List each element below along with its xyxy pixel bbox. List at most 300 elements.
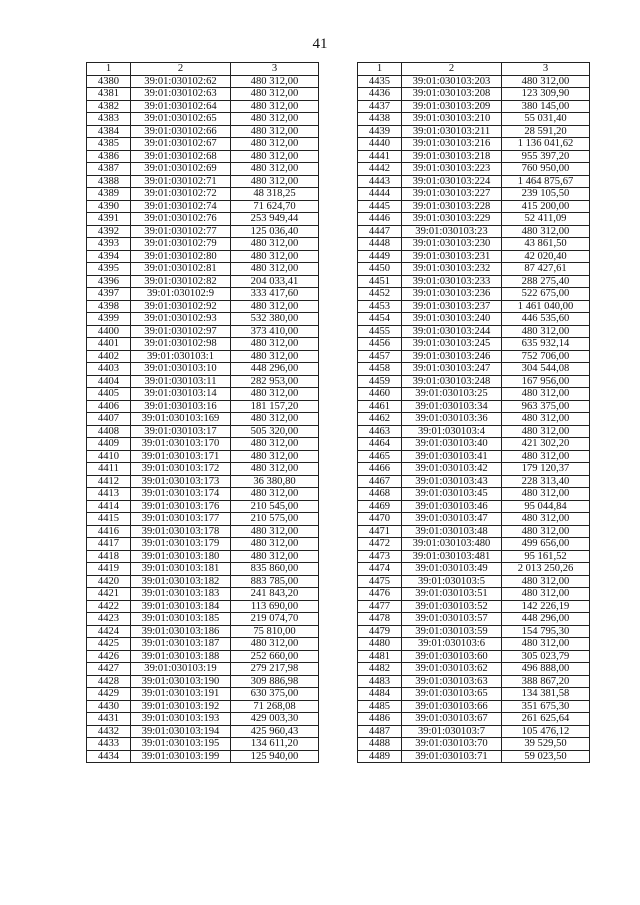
row-number: 4486	[358, 713, 402, 726]
value-cell: 630 375,00	[231, 688, 319, 701]
value-cell: 480 312,00	[231, 525, 319, 538]
cadastral-number: 39:01:030103:14	[131, 388, 231, 401]
row-number: 4461	[358, 400, 402, 413]
cadastral-number: 39:01:030103:46	[402, 500, 502, 513]
row-number: 4403	[87, 363, 131, 376]
cadastral-number: 39:01:030103:216	[402, 138, 502, 151]
value-cell: 480 312,00	[231, 100, 319, 113]
row-number: 4404	[87, 375, 131, 388]
table-row	[87, 238, 319, 251]
table-row	[358, 413, 590, 426]
cadastral-number: 39:01:030103:34	[402, 400, 502, 413]
table-row	[87, 700, 319, 713]
row-number: 4468	[358, 488, 402, 501]
cadastral-number: 39:01:030102:71	[131, 175, 231, 188]
value-cell: 480 312,00	[502, 638, 590, 651]
row-number: 4440	[358, 138, 402, 151]
table-row	[358, 388, 590, 401]
row-number: 4454	[358, 313, 402, 326]
row-number: 4460	[358, 388, 402, 401]
row-number: 4428	[87, 675, 131, 688]
value-cell: 835 860,00	[231, 563, 319, 576]
value-cell: 1 136 041,62	[502, 138, 590, 151]
value-cell: 282 953,00	[231, 375, 319, 388]
cadastral-number: 39:01:030103:229	[402, 213, 502, 226]
row-number: 4411	[87, 463, 131, 476]
column-header-3: 3	[231, 63, 319, 76]
row-number: 4421	[87, 588, 131, 601]
table-row	[87, 288, 319, 301]
row-number: 4425	[87, 638, 131, 651]
table-row	[87, 450, 319, 463]
value-cell: 351 675,30	[502, 700, 590, 713]
value-cell: 480 312,00	[231, 550, 319, 563]
row-number: 4416	[87, 525, 131, 538]
value-cell: 480 312,00	[502, 575, 590, 588]
row-number: 4478	[358, 613, 402, 626]
cadastral-number: 39:01:030103:236	[402, 288, 502, 301]
table-row	[87, 650, 319, 663]
value-cell: 480 312,00	[231, 338, 319, 351]
row-number: 4451	[358, 275, 402, 288]
value-cell: 52 411,09	[502, 213, 590, 226]
cadastral-number: 39:01:030103:40	[402, 438, 502, 451]
value-cell: 635 932,14	[502, 338, 590, 351]
row-number: 4442	[358, 163, 402, 176]
row-number: 4420	[87, 575, 131, 588]
column-header-1: 1	[87, 63, 131, 76]
value-cell: 125 940,00	[231, 750, 319, 763]
row-number: 4476	[358, 588, 402, 601]
table-row	[87, 275, 319, 288]
value-cell: 95 044,84	[502, 500, 590, 513]
row-number: 4412	[87, 475, 131, 488]
table-row	[87, 175, 319, 188]
cadastral-number: 39:01:030102:67	[131, 138, 231, 151]
cadastral-number: 39:01:030103:211	[402, 125, 502, 138]
row-number: 4463	[358, 425, 402, 438]
cadastral-number: 39:01:030102:82	[131, 275, 231, 288]
cadastral-number: 39:01:030103:71	[402, 750, 502, 763]
value-cell: 752 706,00	[502, 350, 590, 363]
table-row	[358, 213, 590, 226]
value-cell: 252 660,00	[231, 650, 319, 663]
value-cell: 448 296,00	[231, 363, 319, 376]
cadastral-number: 39:01:030103:218	[402, 150, 502, 163]
row-number: 4439	[358, 125, 402, 138]
table-row	[358, 75, 590, 88]
cadastral-number: 39:01:030102:64	[131, 100, 231, 113]
row-number: 4477	[358, 600, 402, 613]
cadastral-number: 39:01:030103:185	[131, 613, 231, 626]
table-row	[358, 363, 590, 376]
row-number: 4418	[87, 550, 131, 563]
row-number: 4417	[87, 538, 131, 551]
table-row	[87, 225, 319, 238]
row-number: 4395	[87, 263, 131, 276]
value-cell: 480 312,00	[231, 450, 319, 463]
cadastral-number: 39:01:030103:246	[402, 350, 502, 363]
cadastral-number: 39:01:030102:81	[131, 263, 231, 276]
value-cell: 446 535,60	[502, 313, 590, 326]
value-cell: 480 312,00	[231, 88, 319, 101]
cadastral-number: 39:01:030103:65	[402, 688, 502, 701]
cadastral-number: 39:01:030103:66	[402, 700, 502, 713]
table-row	[358, 300, 590, 313]
value-cell: 480 312,00	[231, 388, 319, 401]
row-number: 4387	[87, 163, 131, 176]
row-number: 4415	[87, 513, 131, 526]
table-row	[358, 588, 590, 601]
cadastral-number: 39:01:030103:233	[402, 275, 502, 288]
row-number: 4409	[87, 438, 131, 451]
value-cell: 219 074,70	[231, 613, 319, 626]
cadastral-number: 39:01:030103:177	[131, 513, 231, 526]
table-row	[87, 375, 319, 388]
table-row	[87, 725, 319, 738]
cadastral-number: 39:01:030103:63	[402, 675, 502, 688]
table-row	[358, 675, 590, 688]
cadastral-number: 39:01:030103:199	[131, 750, 231, 763]
cadastral-number: 39:01:030103:25	[402, 388, 502, 401]
cadastral-number: 39:01:030103:172	[131, 463, 231, 476]
row-number: 4472	[358, 538, 402, 551]
table-row	[87, 463, 319, 476]
table-row	[87, 188, 319, 201]
table-row	[358, 538, 590, 551]
row-number: 4485	[358, 700, 402, 713]
value-cell: 480 312,00	[502, 75, 590, 88]
value-cell: 532 380,00	[231, 313, 319, 326]
value-cell: 204 033,41	[231, 275, 319, 288]
cadastral-number: 39:01:030103:195	[131, 738, 231, 751]
table-row	[87, 625, 319, 638]
table-row	[358, 563, 590, 576]
column-header-2: 2	[402, 63, 502, 76]
row-number: 4444	[358, 188, 402, 201]
table-row	[358, 613, 590, 626]
value-cell: 480 312,00	[502, 450, 590, 463]
cadastral-number: 39:01:030103:70	[402, 738, 502, 751]
value-cell: 480 312,00	[231, 463, 319, 476]
header-row	[87, 63, 319, 76]
value-cell: 28 591,20	[502, 125, 590, 138]
value-cell: 480 312,00	[231, 125, 319, 138]
value-cell: 75 810,00	[231, 625, 319, 638]
row-number: 4410	[87, 450, 131, 463]
row-number: 4453	[358, 300, 402, 313]
table-row	[358, 375, 590, 388]
table-row	[358, 700, 590, 713]
value-cell: 883 785,00	[231, 575, 319, 588]
cadastral-number: 39:01:030103:47	[402, 513, 502, 526]
table-row	[358, 200, 590, 213]
row-number: 4456	[358, 338, 402, 351]
row-number: 4448	[358, 238, 402, 251]
value-cell: 39 529,50	[502, 738, 590, 751]
cadastral-number: 39:01:030103:230	[402, 238, 502, 251]
table-row	[358, 450, 590, 463]
cadastral-number: 39:01:030103:17	[131, 425, 231, 438]
row-number: 4443	[358, 175, 402, 188]
value-cell: 760 950,00	[502, 163, 590, 176]
cadastral-number: 39:01:030103:59	[402, 625, 502, 638]
value-cell: 388 867,20	[502, 675, 590, 688]
value-cell: 480 312,00	[231, 138, 319, 151]
table-row	[87, 100, 319, 113]
row-number: 4380	[87, 75, 131, 88]
row-number: 4383	[87, 113, 131, 126]
row-number: 4483	[358, 675, 402, 688]
value-cell: 480 312,00	[231, 250, 319, 263]
table-row	[358, 238, 590, 251]
table-row	[358, 325, 590, 338]
value-cell: 480 312,00	[502, 513, 590, 526]
row-number: 4467	[358, 475, 402, 488]
table-row	[358, 263, 590, 276]
table-row	[87, 363, 319, 376]
table-row	[87, 563, 319, 576]
cadastral-number: 39:01:030103:480	[402, 538, 502, 551]
table-row	[358, 425, 590, 438]
row-number: 4414	[87, 500, 131, 513]
table-row	[87, 613, 319, 626]
row-number: 4436	[358, 88, 402, 101]
cadastral-number: 39:01:030103:19	[131, 663, 231, 676]
cadastral-number: 39:01:030103:193	[131, 713, 231, 726]
table-row	[358, 725, 590, 738]
cadastral-number: 39:01:030103:244	[402, 325, 502, 338]
value-cell: 142 226,19	[502, 600, 590, 613]
value-cell: 42 020,40	[502, 250, 590, 263]
row-number: 4479	[358, 625, 402, 638]
value-cell: 480 312,00	[231, 350, 319, 363]
cadastral-number: 39:01:030103:237	[402, 300, 502, 313]
cadastral-number: 39:01:030103:176	[131, 500, 231, 513]
row-number: 4406	[87, 400, 131, 413]
row-number: 4434	[87, 750, 131, 763]
value-cell: 113 690,00	[231, 600, 319, 613]
row-number: 4423	[87, 613, 131, 626]
cadastral-number: 39:01:030103:248	[402, 375, 502, 388]
table-row	[358, 488, 590, 501]
value-cell: 480 312,00	[231, 538, 319, 551]
table-row	[358, 400, 590, 413]
cadastral-number: 39:01:030103:209	[402, 100, 502, 113]
table-row	[358, 688, 590, 701]
table-row	[87, 600, 319, 613]
row-number: 4400	[87, 325, 131, 338]
table-row	[358, 650, 590, 663]
cadastral-number: 39:01:030103:1	[131, 350, 231, 363]
table-row	[358, 500, 590, 513]
value-cell: 167 956,00	[502, 375, 590, 388]
value-cell: 181 157,20	[231, 400, 319, 413]
row-number: 4481	[358, 650, 402, 663]
row-number: 4432	[87, 725, 131, 738]
row-number: 4474	[358, 563, 402, 576]
cadastral-number: 39:01:030102:65	[131, 113, 231, 126]
value-cell: 71 268,08	[231, 700, 319, 713]
cadastral-number: 39:01:030103:41	[402, 450, 502, 463]
value-cell: 253 949,44	[231, 213, 319, 226]
value-cell: 179 120,37	[502, 463, 590, 476]
row-number: 4450	[358, 263, 402, 276]
row-number: 4475	[358, 575, 402, 588]
row-number: 4431	[87, 713, 131, 726]
value-cell: 288 275,40	[502, 275, 590, 288]
value-cell: 87 427,61	[502, 263, 590, 276]
value-cell: 239 105,50	[502, 188, 590, 201]
value-cell: 380 145,00	[502, 100, 590, 113]
value-cell: 43 861,50	[502, 238, 590, 251]
cadastral-number: 39:01:030103:224	[402, 175, 502, 188]
cadastral-number: 39:01:030102:63	[131, 88, 231, 101]
cadastral-number: 39:01:030102:76	[131, 213, 231, 226]
row-number: 4396	[87, 275, 131, 288]
value-cell: 134 381,58	[502, 688, 590, 701]
table-row	[87, 113, 319, 126]
value-cell: 480 312,00	[231, 263, 319, 276]
cadastral-number: 39:01:030102:66	[131, 125, 231, 138]
row-number: 4399	[87, 313, 131, 326]
cadastral-number: 39:01:030102:93	[131, 313, 231, 326]
row-number: 4466	[358, 463, 402, 476]
table-row	[358, 513, 590, 526]
value-cell: 305 023,79	[502, 650, 590, 663]
table-row	[87, 438, 319, 451]
row-number: 4433	[87, 738, 131, 751]
table-row	[358, 100, 590, 113]
cadastral-number: 39:01:030103:194	[131, 725, 231, 738]
value-cell: 522 675,00	[502, 288, 590, 301]
cadastral-number: 39:01:030102:68	[131, 150, 231, 163]
table-row	[87, 550, 319, 563]
row-number: 4398	[87, 300, 131, 313]
cadastral-number: 39:01:030102:77	[131, 225, 231, 238]
table-row	[87, 713, 319, 726]
cadastral-number: 39:01:030103:208	[402, 88, 502, 101]
table-row	[87, 150, 319, 163]
row-number: 4462	[358, 413, 402, 426]
table-row	[358, 250, 590, 263]
cadastral-number: 39:01:030102:74	[131, 200, 231, 213]
row-number: 4473	[358, 550, 402, 563]
value-cell: 123 309,90	[502, 88, 590, 101]
row-number: 4446	[358, 213, 402, 226]
table-row	[87, 250, 319, 263]
row-number: 4381	[87, 88, 131, 101]
cadastral-number: 39:01:030103:481	[402, 550, 502, 563]
row-number: 4471	[358, 525, 402, 538]
row-number: 4386	[87, 150, 131, 163]
row-number: 4441	[358, 150, 402, 163]
table-row	[87, 425, 319, 438]
table-row	[87, 350, 319, 363]
row-number: 4384	[87, 125, 131, 138]
cadastral-number: 39:01:030103:48	[402, 525, 502, 538]
table-row	[358, 188, 590, 201]
row-number: 4413	[87, 488, 131, 501]
row-number: 4445	[358, 200, 402, 213]
table-row	[87, 300, 319, 313]
table-row	[87, 513, 319, 526]
cadastral-number: 39:01:030103:186	[131, 625, 231, 638]
value-cell: 505 320,00	[231, 425, 319, 438]
cadastral-number: 39:01:030102:9	[131, 288, 231, 301]
row-number: 4392	[87, 225, 131, 238]
cadastral-number: 39:01:030102:97	[131, 325, 231, 338]
value-cell: 480 312,00	[231, 150, 319, 163]
row-number: 4385	[87, 138, 131, 151]
row-number: 4401	[87, 338, 131, 351]
table-row	[358, 550, 590, 563]
row-number: 4429	[87, 688, 131, 701]
cadastral-number: 39:01:030102:62	[131, 75, 231, 88]
value-cell: 2 013 250,26	[502, 563, 590, 576]
value-cell: 480 312,00	[502, 425, 590, 438]
table-row	[87, 138, 319, 151]
table-row	[358, 438, 590, 451]
value-cell: 480 312,00	[231, 638, 319, 651]
value-cell: 480 312,00	[502, 588, 590, 601]
cadastral-number: 39:01:030103:52	[402, 600, 502, 613]
cadastral-number: 39:01:030103:240	[402, 313, 502, 326]
cadastral-number: 39:01:030103:184	[131, 600, 231, 613]
value-cell: 261 625,64	[502, 713, 590, 726]
table-row	[358, 313, 590, 326]
left-table	[86, 62, 319, 763]
cadastral-number: 39:01:030103:174	[131, 488, 231, 501]
value-cell: 480 312,00	[231, 300, 319, 313]
row-number: 4389	[87, 188, 131, 201]
cadastral-number: 39:01:030103:232	[402, 263, 502, 276]
header-row	[358, 63, 590, 76]
value-cell: 480 312,00	[502, 525, 590, 538]
cadastral-number: 39:01:030103:190	[131, 675, 231, 688]
table-row	[87, 688, 319, 701]
value-cell: 499 656,00	[502, 538, 590, 551]
value-cell: 333 417,60	[231, 288, 319, 301]
table-row	[87, 413, 319, 426]
page-number: 41	[312, 36, 328, 52]
value-cell: 480 312,00	[231, 238, 319, 251]
table-row	[358, 125, 590, 138]
row-number: 4419	[87, 563, 131, 576]
table-row	[87, 675, 319, 688]
value-cell: 373 410,00	[231, 325, 319, 338]
value-cell: 480 312,00	[502, 225, 590, 238]
table-row	[87, 525, 319, 538]
table-row	[87, 88, 319, 101]
value-cell: 125 036,40	[231, 225, 319, 238]
cadastral-number: 39:01:030103:23	[402, 225, 502, 238]
row-number: 4408	[87, 425, 131, 438]
table-row	[358, 575, 590, 588]
cadastral-number: 39:01:030103:170	[131, 438, 231, 451]
value-cell: 421 302,20	[502, 438, 590, 451]
value-cell: 154 795,30	[502, 625, 590, 638]
table-row	[358, 475, 590, 488]
table-row	[358, 150, 590, 163]
row-number: 4388	[87, 175, 131, 188]
value-cell: 963 375,00	[502, 400, 590, 413]
row-number: 4427	[87, 663, 131, 676]
table-row	[358, 663, 590, 676]
table-row	[358, 750, 590, 763]
cadastral-number: 39:01:030103:228	[402, 200, 502, 213]
value-cell: 429 003,30	[231, 713, 319, 726]
